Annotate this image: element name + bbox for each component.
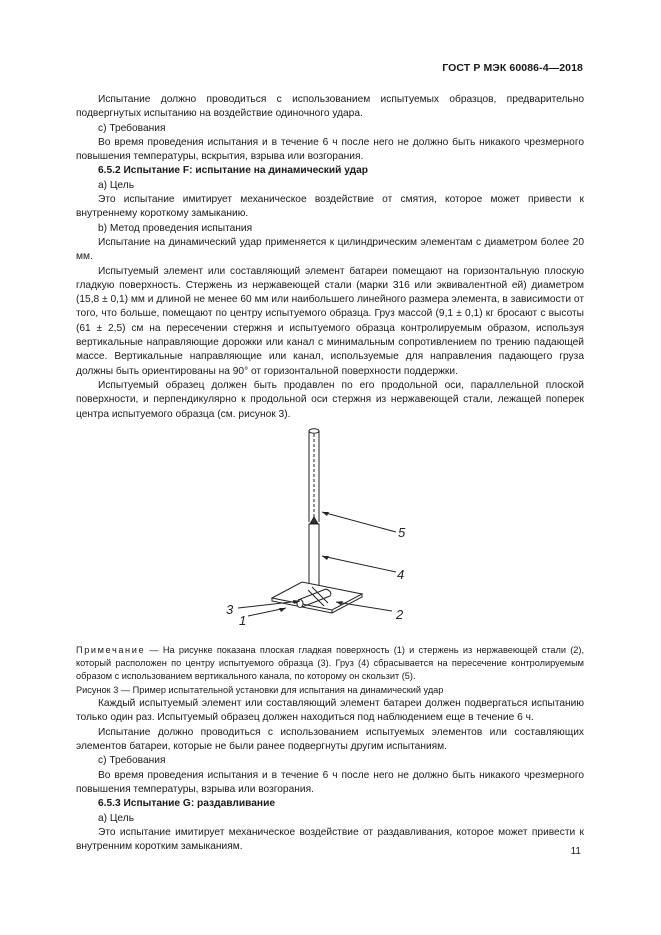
requirements-label: c) Требования bbox=[98, 122, 166, 134]
channel-top bbox=[309, 429, 319, 433]
paragraph: Испытуемый элемент или составляющий элемент батареи помещают на горизонтальную плоскую гладкую поверхность. Стержень из нержавеющей стали (марки 316 или эквивалентной ей) диаметром (15,8 ± 0,1) мм и длиной не менее 60 мм или наибольшего линейного размера элемента, в зависимости от того, что больше, помещают по центру испытуемого образца. Груз массой (9,1 ± 0,1) кг бросают с высоты (61 ± 2,5) см на пересечении стержня и испытуемого образца контролируемым образом, используя вертикальные направляющие дорожки или канал с минимальным сопротивлением по трению падающей массе. Вертикальные направляющие или канал, используемые для направления падающего груза должны быть ориентированы на 90° от горизонтальной поверхности поддержки. bbox=[76, 265, 584, 377]
label-1: 1 bbox=[239, 612, 247, 628]
section-heading-6-5-3: 6.5.3 Испытание G: раздавливание bbox=[98, 798, 275, 810]
section-heading-6-5-2: 6.5.2 Испытание F: испытание на динамический удар bbox=[98, 165, 369, 177]
note-lead: Примечание bbox=[76, 644, 146, 655]
label-5: 5 bbox=[398, 524, 406, 540]
standard-header: ГОСТ Р МЭК 60086-4—2018 bbox=[442, 62, 583, 74]
leader-5 bbox=[322, 512, 396, 532]
requirements-label: c) Требования bbox=[98, 755, 166, 767]
page-number: 11 bbox=[570, 846, 581, 857]
paragraph: Испытуемый образец должен быть продавлен по его продольной оси, параллельной плоской поверхности, и перпендикулярно к продольной оси стержня из нержавеющей стали, лежащей поперек центра испытуемого образца (см. рисунок 3). bbox=[76, 379, 584, 420]
impact-test-diagram bbox=[76, 422, 584, 644]
label-2: 2 bbox=[396, 606, 404, 622]
paragraph: Каждый испытуемый элемент или составляющий элемент батареи должен подвергаться испытанию только один раз. Испытуемый образец должен находиться под наблюдением еще в течение 6 ч. bbox=[76, 698, 584, 724]
label-3: 3 bbox=[226, 601, 234, 617]
figure-caption: Рисунок 3 — Пример испытательной установки для испытания на динамический удар bbox=[76, 684, 444, 695]
purpose-label: a) Цель bbox=[98, 179, 135, 191]
paragraph: Это испытание имитирует механическое воздействие от смятия, которое может привести к внутреннему короткому замыканию. bbox=[76, 194, 584, 220]
paragraph: Испытание должно проводиться с использованием испытуемых образцов, предварительно подвергнутых испытанию на воздействие одиночного удара. bbox=[76, 94, 584, 120]
figure-note bbox=[76, 644, 584, 683]
page-content bbox=[76, 93, 584, 854]
leader-4 bbox=[322, 556, 396, 572]
method-label: b) Метод проведения испытания bbox=[98, 222, 253, 234]
paragraph: Испытание на динамический удар применяется к цилиндрическим элементам с диаметром более 20 мм. bbox=[76, 236, 584, 263]
paragraph: Испытание должно проводиться с использованием испытуемых элементов или составляющих элементов батареи, которые не были ранее подвергнуты другим испытаниям. bbox=[76, 726, 584, 753]
paragraph: Во время проведения испытания и в течение 6 ч после него не должно быть никакого чрезмерного повышения температуры, вскрытия, взрыва или возгорания. bbox=[76, 136, 584, 163]
figure-3 bbox=[76, 422, 584, 644]
paragraph: Это испытание имитирует механическое воздействие от раздавливания, которое может привести к внутренним коротким замыканиям. bbox=[76, 826, 584, 853]
paragraph: Во время проведения испытания и в течение 6 ч после него не должно быть никакого чрезмерного повышения температуры, взрыва или возгорания. bbox=[76, 769, 584, 795]
flat-surface bbox=[272, 582, 362, 610]
label-4: 4 bbox=[397, 566, 405, 582]
weight-marker bbox=[311, 517, 318, 523]
note-text: — На рисунке показана плоская гладкая поверхность (1) и стержень из нержавеющей стали (2), который расположен по центру испытуемого образца (3). Груз (4) сбрасывается на пересечение контролируемым образом с использованием вертикального канала, по которому он скользит (5). bbox=[76, 644, 584, 681]
purpose-label: a) Цель bbox=[98, 812, 135, 824]
